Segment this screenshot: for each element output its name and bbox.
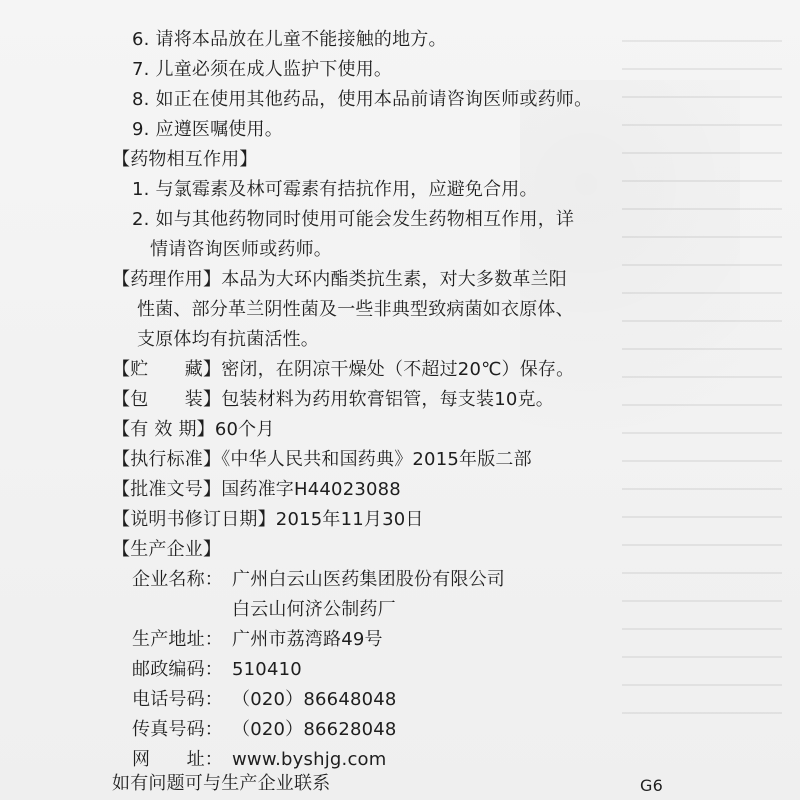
website: www.byshjg.com bbox=[232, 749, 387, 770]
interaction-item-2-line-1: 2. 如与其他药物同时使用可能会发生药物相互作用，详 bbox=[132, 209, 575, 230]
warning-item-8: 8. 如正在使用其他药品，使用本品前请咨询医师或药师。 bbox=[132, 89, 593, 110]
phone-number: （020）86648048 bbox=[232, 689, 397, 710]
phone-label: 电话号码： bbox=[132, 689, 223, 710]
company-name-1: 广州白云山医药集团股份有限公司 bbox=[232, 569, 505, 590]
manufacturer-header: 【生产企业】 bbox=[112, 539, 222, 560]
validity: 【有 效 期】60个月 bbox=[112, 419, 275, 440]
company-name-2: 白云山何济公制药厂 bbox=[232, 599, 396, 620]
warning-item-7: 7. 儿童必须在成人监护下使用。 bbox=[132, 59, 393, 80]
pharmacology-line-1: 【药理作用】本品为大环内酯类抗生素，对大多数革兰阳 bbox=[112, 269, 567, 290]
package: 【包 装】包装材料为药用软膏铝管，每支装10克。 bbox=[112, 389, 554, 410]
address: 广州市荔湾路49号 bbox=[232, 629, 383, 650]
approval-number: 【批准文号】国药准字H44023088 bbox=[112, 479, 401, 500]
revision-date: 【说明书修订日期】2015年11月30日 bbox=[112, 509, 424, 530]
bleed-through-text bbox=[622, 40, 782, 740]
website-label: 网 址： bbox=[132, 749, 223, 770]
pharmacology-line-3: 支原体均有抗菌活性。 bbox=[137, 329, 319, 350]
warning-item-6: 6. 请将本品放在儿童不能接触的地方。 bbox=[132, 29, 447, 50]
paper-shadow bbox=[520, 80, 740, 600]
fax-number: （020）86628048 bbox=[232, 719, 397, 740]
warning-item-9: 9. 应遵医嘱使用。 bbox=[132, 119, 283, 140]
company-name-label: 企业名称： bbox=[132, 569, 223, 590]
postal-label: 邮政编码： bbox=[132, 659, 223, 680]
pharmacology-line-2: 性菌、部分革兰阴性菌及一些非典型致病菌如衣原体、 bbox=[137, 299, 574, 320]
storage: 【贮 藏】密闭，在阴凉干燥处（不超过20℃）保存。 bbox=[112, 359, 575, 380]
fax-label: 传真号码： bbox=[132, 719, 223, 740]
interaction-item-2-line-2: 情请咨询医师或药师。 bbox=[150, 239, 332, 260]
interaction-item-1: 1. 与氯霉素及林可霉素有拮抗作用，应避免合用。 bbox=[132, 179, 538, 200]
address-label: 生产地址： bbox=[132, 629, 223, 650]
contact-note: 如有问题可与生产企业联系 bbox=[112, 773, 331, 794]
page-code: G6 bbox=[640, 776, 663, 795]
postal-code: 510410 bbox=[232, 659, 302, 680]
interaction-header: 【药物相互作用】 bbox=[112, 149, 258, 170]
standard: 【执行标准】《中华人民共和国药典》2015年版二部 bbox=[112, 449, 532, 470]
